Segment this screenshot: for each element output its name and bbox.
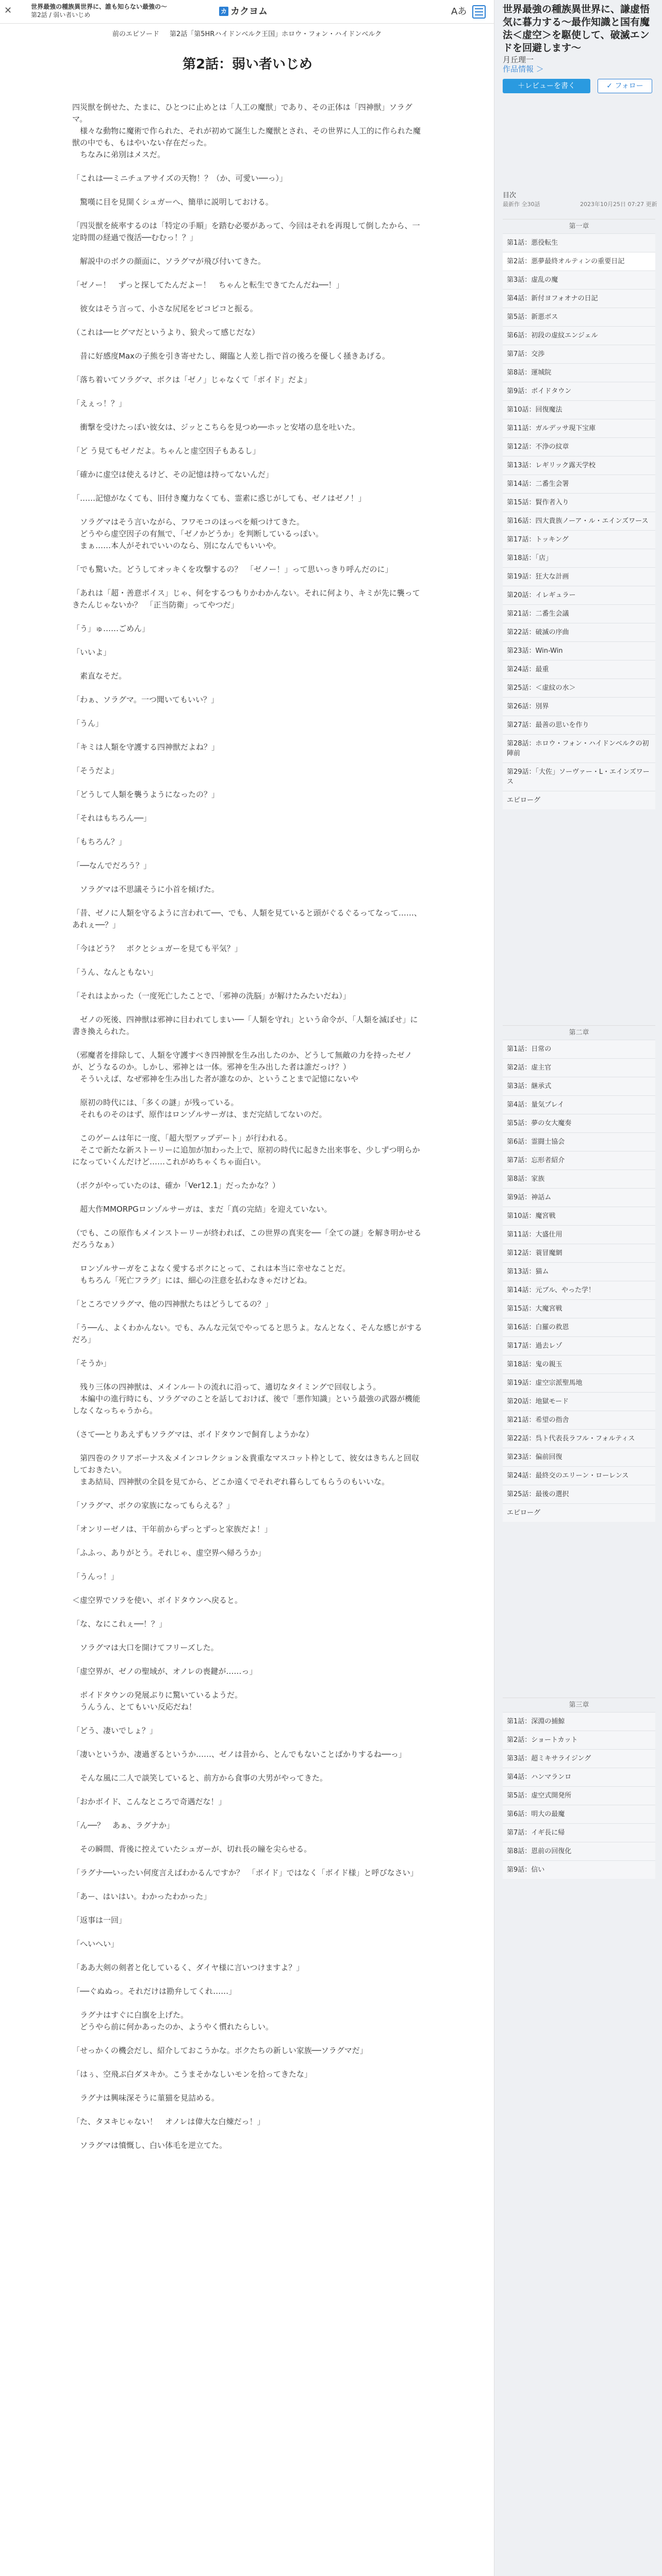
- logo-icon: カ: [219, 7, 228, 16]
- paragraph-line: その瞬間、背後に控えていたシュガーが、切れ長の瞳を尖らせる。: [72, 1844, 312, 1854]
- toc-episode-link[interactable]: 第23話：Win-Win: [503, 641, 655, 660]
- episode-paragraph: [72, 1689, 423, 1713]
- paragraph-line: 驚嘆に目を見開くシュガーへ、簡単に説明しておける。: [72, 197, 273, 207]
- episode-paragraph: [72, 765, 423, 777]
- toc-toggle-icon[interactable]: [472, 5, 486, 19]
- paragraph-line: 「うん」: [72, 719, 104, 728]
- toc-episode-link[interactable]: 第20話：地獄モード: [503, 1392, 655, 1411]
- toc-episode-link[interactable]: 第13話：猫ム: [503, 1262, 655, 1281]
- episode-paragraph: [72, 350, 423, 362]
- episode-body: [72, 54, 423, 2576]
- paragraph-line: 超大作MMORPGロンゾルサーガは、まだ「真の完結」を迎えていない。: [72, 1205, 332, 1214]
- paragraph-line: 「うんっ！」: [72, 1572, 119, 1581]
- toc-episode-link[interactable]: 第3話：継承式: [503, 1077, 655, 1095]
- episode-paragraph: [72, 1891, 423, 1903]
- paragraph-line: ちなみに弟別はメスだ。: [72, 150, 166, 159]
- paragraph-line: 「それはよかった（一度死亡したことで、「邪神の洗脳」が解けたみたいだね）」: [72, 991, 351, 1001]
- toc-episode-link[interactable]: エピローグ: [503, 1503, 655, 1522]
- paragraph-line: 「そうか」: [72, 1359, 111, 1368]
- episode-paragraph: [72, 1595, 423, 1606]
- toc-section-title[interactable]: 第三章: [503, 1698, 655, 1712]
- episode-paragraph: [72, 2092, 423, 2104]
- paragraph-line: ＜虚空界でソラを使い、ボイドタウンへ戻ると。: [72, 1596, 243, 1605]
- paragraph-line: 「……記憶がなくても、旧付き魔力なくても、霊素に惑じがしても、ゼノはゼノ！」: [72, 494, 366, 503]
- toc-episode-link[interactable]: 第7話：忘形者紹介: [503, 1151, 655, 1170]
- toc-label: 目次: [503, 192, 517, 199]
- toc-episode-link[interactable]: 第2話：ショートカット: [503, 1731, 655, 1749]
- paragraph-line: 「あれは「超・善意ボイス」じゃ、何をするつもりかわかんない。それに何より、キミが先に襲ってきたんじゃないか？ 「正当防衛」ってやつだ」: [72, 588, 420, 609]
- toc-episode-link[interactable]: 第25話：最後の選択: [503, 1485, 655, 1503]
- header-title-line2: 第2話 / 弱い者いじめ: [31, 11, 91, 19]
- toc-episode-link[interactable]: 第23話：偏前回復: [503, 1448, 655, 1466]
- toc-episode-link[interactable]: 第8話：運城院: [503, 363, 655, 382]
- paragraph-line: 「──なんでだろう？」: [72, 861, 152, 870]
- paragraph-line: 「ど う見てもゼノだよ。ちゃんと虚空因子もあるし」: [72, 446, 260, 455]
- paragraph-line: 様々な動物に魔術で作られた、それが初めて誕生した魔獣とされ、その世界に人工的に作られた魔獣の中でも、もはやいない存在だった。: [72, 126, 421, 147]
- toc-episode-link[interactable]: 第26話：別界: [503, 697, 655, 716]
- paragraph-line: そこで新たな新ストーリーに追加が加わった上で、原初の時代に起きた出来事を、少しずつ明らかになっていくんだけど……これがめちゃくちゃ面白い。: [72, 1145, 420, 1166]
- episode-paragraph: [72, 943, 423, 955]
- episode-paragraph: [72, 1227, 423, 1251]
- toc-episode-link[interactable]: 第10話：回復魔法: [503, 400, 655, 419]
- episode-paragraph: [72, 327, 423, 338]
- paragraph-line: 「オンリーゼノは、干年前からずっとずっと家族だよ！」: [72, 1524, 272, 1534]
- paragraph-line: 「ところでソラグマ、他の四神獣たちはどうしてるの？」: [72, 1299, 273, 1309]
- paragraph-line: （でも、この原作もメインストーリーが終われば、この世界の真実を──「全ての謎」を解き明かせるだろうなぁ）: [72, 1228, 422, 1249]
- toc-episode-link[interactable]: 第8話：恩前の回復化: [503, 1842, 655, 1860]
- paragraph-line: 「ゼノー！ ずっと探してたんだよー！ ちゃんと転生できてたんだね──！」: [72, 280, 344, 290]
- toc-episode-link[interactable]: 第22話：破滅の序曲: [503, 623, 655, 641]
- episode-paragraph: [72, 303, 423, 315]
- paragraph-line: 「うん、なんともない」: [72, 968, 158, 977]
- episode-paragraph: [72, 647, 423, 658]
- toc-episode-link[interactable]: 第14話：元ブル、やった学！: [503, 1281, 655, 1299]
- toc-section: [503, 1025, 655, 1522]
- episode-paragraph: [72, 789, 423, 801]
- paragraph-line: 「ふふっ、ありがとう。それじゃ、虚空界へ帰ろうか」: [72, 1548, 266, 1557]
- paragraph-line: 「せっかくの機会だし、紹介しておこうかな。ボクたちの新しい家族──ソラグマだ」: [72, 2046, 368, 2055]
- episode-paragraph: [72, 196, 423, 208]
- toc-count: 最新作 全30話: [503, 201, 540, 208]
- toc-episode-link[interactable]: 第16話：白羅の救恩: [503, 1318, 655, 1336]
- kakuyomu-logo[interactable]: [219, 7, 268, 17]
- font-settings-button[interactable]: Aあ: [451, 6, 467, 17]
- paragraph-line: （邪魔者を排除して、人類を守護すべき四神獣を生み出したのか、どうして無敵の力を持ったゼノが、どうなるのか。しかし、邪神とは一体。邪神を生み出した者は誰だっけ？）: [72, 1050, 412, 1072]
- paragraph-line: ソラグマはそう言いながら、フワモコのほっぺを頬つけてきた。: [72, 517, 305, 527]
- toc-episode-link[interactable]: 第6話：霊闘士協会: [503, 1132, 655, 1151]
- episode-paragraph: [72, 220, 423, 244]
- episode-paragraph: [72, 1523, 423, 1535]
- paragraph-line: 「な、なにこれぇ──！？」: [72, 1619, 167, 1629]
- toc-section-title[interactable]: 第二章: [503, 1025, 655, 1040]
- paragraph-line: 「はぅ、空飛ぶ白ダヌキか。こうまそかなしいモンを拾ってきたな」: [72, 2070, 312, 2079]
- toc-episode-link[interactable]: 第24話：最重: [503, 660, 655, 679]
- toc-episode-link[interactable]: 第17話：過去レゾ: [503, 1336, 655, 1355]
- paragraph-line: 「ラグナ──いったい何度言えばわかるんですか？ 「ボイド」ではなく「ボイド様」と呼びなさい」: [72, 1868, 418, 1877]
- episode-paragraph: [72, 1666, 423, 1677]
- episode-paragraph: [72, 1962, 423, 1974]
- current-episode-link[interactable]: 第2話「第5HRハイドンベルク王国」ホロウ・フォン・ハイドンベルク: [169, 30, 382, 38]
- episode-paragraph: [72, 1547, 423, 1559]
- episode-paragraph: [72, 374, 423, 386]
- toc-episode-link[interactable]: 第2話：悪夢最終オルティンの重要日記: [503, 252, 655, 270]
- episode-paragraph: [72, 1097, 423, 1121]
- paragraph-line: 「う」ゅ……ごめん」: [72, 624, 150, 633]
- toc-episode-link[interactable]: 第24話：最終交のエリーン・ローレンス: [503, 1466, 655, 1485]
- paragraph-line: 彼女はそう言って、小さな尻尾をピコピコと振る。: [72, 304, 258, 313]
- toc-episode-link[interactable]: 第11話：ガルデッサ現下宝庫: [503, 419, 655, 437]
- paragraph-line: どうやら前に何かあったのか、ようやく慣れたらしい。: [72, 2022, 273, 2031]
- paragraph-line: そんな風に二人で談笑していると、前方から食事の大男がやってきた。: [72, 1773, 328, 1783]
- paragraph-line: 「凄いというか、凄過ぎるというか……、ゼノは昔から、とんでもないことばかりするね──っ」: [72, 1750, 406, 1759]
- header-work-title[interactable]: [31, 3, 201, 19]
- paragraph-line: 本編中の進行時にも、ソラグマのことを話しておけば、後で「悪作知識」という最強の武器が機能しなくなっちゃうから。: [72, 1394, 421, 1415]
- header-title-line1: 世界最強の種族異世界に、誰も知らない最強の〜: [31, 3, 168, 10]
- paragraph-line: 第四巻のクリアボーナス＆メインコレクション＆貴重なマスコット枠として、彼女はきちんと回収しておきたい。: [72, 1453, 419, 1475]
- paragraph-line: 「昔、ゼノに人類を守るように言われて──、でも、人類を見ていると頭がぐるぐるってなって……、あれぇ──？」: [72, 908, 422, 929]
- episode-paragraph: [72, 623, 423, 635]
- paragraph-line: 四災獣を倒せた、たまに、ひとつに止めとは「人工の魔獣」であり、その正体は「四神獣」ソラグマ。: [72, 103, 412, 124]
- toc-section: [503, 219, 655, 809]
- paragraph-line: 原初の時代には、「多くの謎」が残っている。: [72, 1098, 239, 1107]
- episode-paragraph: [72, 1938, 423, 1950]
- paragraph-line: 「虚空界が、ゼノの聖域が、オノレの喪鍵が……っ」: [72, 1667, 257, 1676]
- toc-sidebar: [494, 0, 662, 2576]
- toc-episode-link[interactable]: 第12話：蓑冒魔網: [503, 1244, 655, 1262]
- toc-episode-link[interactable]: エピローグ: [503, 791, 655, 809]
- paragraph-line: 「キミは人類を守護する四神獣だよね？」: [72, 742, 220, 752]
- toc-episode-link[interactable]: 第11話：大盛仕用: [503, 1225, 655, 1244]
- episode-paragraph: [72, 1452, 423, 1488]
- paragraph-line: （さて──とりあえずもソラグマは、ボイドタウンで飼育しようかな）: [72, 1430, 314, 1439]
- toc-episode-link[interactable]: 第18話：「店」: [503, 549, 655, 567]
- episode-paragraph: [72, 1500, 423, 1512]
- episode-paragraph: [72, 967, 423, 978]
- paragraph-line: 「いいよ」: [72, 648, 111, 657]
- episode-paragraph: [72, 2116, 423, 2128]
- episode-paragraph: [72, 1843, 423, 1855]
- paragraph-line: ソラグマは大口を開けてフリーズした。: [72, 1643, 219, 1652]
- paragraph-line: ゼノの死後、四神獣は邪神に目われてしまい──「人類を守れ」という命令が、「人類を滅ぼせ」に書き換えられた。: [72, 1015, 418, 1036]
- episode-title: 第2話：弱い者いじめ: [182, 57, 313, 72]
- toc-episode-link[interactable]: 第7話：交渉: [503, 345, 655, 363]
- paragraph-line: 「どう、凄いでしょ？」: [72, 1726, 158, 1735]
- episode-text: [72, 101, 423, 2151]
- toc-episode-link[interactable]: 第4話：新付ヨフォオナの日記: [503, 289, 655, 308]
- toc-episode-link[interactable]: 第28話：ホロウ・フォン・ハイドンベルクの初陣前: [503, 734, 655, 762]
- toc-episode-link[interactable]: 第3話：超ミキサライジング: [503, 1749, 655, 1768]
- paragraph-line: まあ結局、四神獣の全員を見てから、どこか遠くでそれぞれ暮らしてもらうのもいいな。: [72, 1477, 390, 1486]
- toc-episode-link[interactable]: 第15話：大魔宮戦: [503, 1299, 655, 1318]
- episode-nav: [0, 29, 494, 40]
- paragraph-line: うんうん、とてもいい反応だね！: [72, 1702, 196, 1711]
- episode-paragraph: [72, 1132, 423, 1168]
- toc-episode-link[interactable]: 第9話：神話ム: [503, 1188, 655, 1207]
- paragraph-line: そういえば、なぜ邪神を生み出した者が誰なのか、ということまで記憶にないや: [72, 1074, 359, 1083]
- episode-paragraph: [72, 1381, 423, 1417]
- paragraph-line: （これは──ヒグマだというより、狼犬って感じだな）: [72, 328, 260, 337]
- paragraph-line: ソラグマは不思議そうに小首を傾げた。: [72, 885, 220, 894]
- episode-paragraph: [72, 587, 423, 611]
- episode-paragraph: [72, 2045, 423, 2057]
- episode-paragraph: [72, 1014, 423, 1038]
- paragraph-line: 「今はどう？ ボクとシュガーを見ても平気？」: [72, 944, 242, 953]
- episode-paragraph: [72, 1618, 423, 1630]
- episode-paragraph: [72, 1642, 423, 1654]
- paragraph-line: 「確かに虚空は使えるけど、その記憶は持ってないんだ」: [72, 470, 274, 479]
- episode-paragraph: [72, 469, 423, 481]
- toc-episode-link[interactable]: 第16話：四大貴族ノーア・ル・エインズワース: [503, 512, 655, 530]
- work-info-link[interactable]: 作品情報 ＞: [503, 64, 544, 74]
- toc-episode-link[interactable]: 第1話：深淵の捕鯨: [503, 1712, 655, 1731]
- episode-paragraph: [72, 173, 423, 184]
- episode-paragraph: [72, 1749, 423, 1760]
- paragraph-line: 「う──ん、よくわかんない。でも、みんな元気でやってると思うよ。なんとなく、そんな感じがするだろ」: [72, 1323, 422, 1344]
- episode-paragraph: [72, 398, 423, 410]
- paragraph-line: 「これは──ミニチュアサイズの天物！？（か、可愛い──っ）」: [72, 174, 287, 183]
- episode-paragraph: [72, 1358, 423, 1369]
- toc-episode-link[interactable]: 第29話：「大佐」ソーヴァー・L・エインズワース: [503, 762, 655, 791]
- episode-paragraph: [72, 1049, 423, 1085]
- toc-episode-link[interactable]: 第4話：量気プレイ: [503, 1095, 655, 1114]
- paragraph-line: ラグナは興味深そうに菫猫を見詰める。: [72, 2093, 220, 2103]
- paragraph-line: 衝撃を受けたっぽい彼女は、ジッとこちらを見つめ──ホッと安堵の息を吐いた。: [72, 422, 360, 432]
- menu-icon[interactable]: ✕: [4, 5, 12, 16]
- episode-paragraph: [72, 1914, 423, 1926]
- episode-paragraph: [72, 493, 423, 504]
- toc-episode-link[interactable]: 第6話：明大の最魔: [503, 1805, 655, 1823]
- paragraph-line: 「えぇっ！？」: [72, 399, 127, 408]
- toc-episode-link[interactable]: 第2話：虚主官: [503, 1058, 655, 1077]
- toc-episode-link[interactable]: 第4話：ハンマランロ: [503, 1768, 655, 1786]
- episode-paragraph: [72, 1867, 423, 1879]
- paragraph-line: 「四災獣を統率するのは「特定の手順」を踏む必要があって、今回はそれを再現して倒したから、一定時間の経過で復活──むむっ！？」: [72, 221, 420, 242]
- logo-text: カクヨム: [230, 6, 268, 17]
- paragraph-line: 「た、タヌキじゃない！ オノレは偉大な白煉だっ！」: [72, 2117, 265, 2126]
- follow-button[interactable]: ✓ フォロー: [598, 79, 652, 93]
- episode-paragraph: [72, 1263, 423, 1286]
- paragraph-line: 「でも驚いた。どうしてオッキくを攻撃するの？ 「ゼノー！」って思いっきり呼んだのに」: [72, 565, 393, 574]
- paragraph-line: ラグナはすぐに白旗を上げた。: [72, 2010, 189, 2020]
- episode-paragraph: [72, 1820, 423, 1832]
- episode-paragraph: [72, 1725, 423, 1737]
- episode-paragraph: [72, 256, 423, 267]
- episode-paragraph: [72, 670, 423, 682]
- paragraph-line: 「落ち着いてソラグマ、ボクは「ゼノ」じゃなくて「ボイド」だよ」: [72, 375, 311, 384]
- episode-paragraph: [72, 421, 423, 433]
- episode-paragraph: [72, 1986, 423, 1997]
- paragraph-line: このゲームは年に一度、「超大型アップデート」が行われる。: [72, 1133, 292, 1143]
- episode-paragraph: [72, 1180, 423, 1192]
- episode-paragraph: [72, 564, 423, 575]
- sidebar-work-title[interactable]: 世界最強の種族異世界に、謙虚悟気に暮力する〜最作知識と国有魔法＜虚空＞を駆使して、破滅エンドを回避します〜: [503, 4, 650, 54]
- episode-paragraph: [72, 445, 423, 457]
- toc-episode-link[interactable]: 第18話：鬼の親玉: [503, 1355, 655, 1374]
- episode-paragraph: [72, 1298, 423, 1310]
- paragraph-line: どうやら虚空因子の有無で、「ゼノかどうか」を判断しているっぽい。: [72, 529, 324, 538]
- paragraph-line: 「ん──？ あぁ、ラグナか」: [72, 1821, 174, 1830]
- paragraph-line: 「どうして人類を襲うようになったの？」: [72, 790, 220, 799]
- episode-paragraph: [72, 1772, 423, 1784]
- episode-paragraph: [72, 836, 423, 848]
- toc-episode-link[interactable]: 第9話：ボイドタウン: [503, 382, 655, 400]
- episode-paragraph: [72, 2069, 423, 2080]
- toc-updated: 2023年10月25日 07:27 更新: [580, 201, 657, 208]
- episode-paragraph: [72, 1571, 423, 1583]
- toc-episode-link[interactable]: 第8話：家族: [503, 1170, 655, 1188]
- episode-paragraph: [72, 1429, 423, 1440]
- toc-episode-link[interactable]: 第6話：初段の虚紋エンジェル: [503, 326, 655, 345]
- toc-episode-link[interactable]: 第9話：信い: [503, 1860, 655, 1879]
- toc-episode-link[interactable]: 第12話：不浄の紋章: [503, 437, 655, 456]
- paragraph-line: 「へいへい」: [72, 1939, 119, 1948]
- paragraph-line: ロンゾルサーガをこよなく愛するボクにとって、これは本当に幸せなことだ。: [72, 1264, 351, 1273]
- episode-paragraph: [72, 516, 423, 552]
- episode-paragraph: [72, 812, 423, 824]
- paragraph-line: 「そうだよ」: [72, 766, 119, 775]
- episode-paragraph: [72, 101, 423, 161]
- episode-paragraph: [72, 2009, 423, 2033]
- paragraph-line: 素直なそだ。: [72, 671, 127, 681]
- toc-episode-link[interactable]: 第10話：魔宮戦: [503, 1207, 655, 1225]
- toc-episode-link[interactable]: 第19話：狂大な計画: [503, 567, 655, 586]
- toc-episode-link[interactable]: 第15話：賢作者入り: [503, 493, 655, 512]
- toc-episode-link[interactable]: 第1話：悪役転生: [503, 233, 655, 252]
- episode-paragraph: [72, 884, 423, 895]
- paragraph-line: 「わぁ、ソラグマ。一つ聞いてもいい？」: [72, 695, 219, 704]
- toc-episode-link[interactable]: 第3話：虚乱の魔: [503, 270, 655, 289]
- prev-episode-link[interactable]: 前のエピソード: [112, 30, 159, 38]
- episode-paragraph: [72, 1322, 423, 1346]
- episode-paragraph: [72, 1204, 423, 1215]
- toc-episode-link[interactable]: 第25話：＜虚紋の水＞: [503, 679, 655, 697]
- paragraph-line: 昔に好感度Maxの子熊を引き寄せたし、爾臨と人差し指で首の後ろを優しく掻きあげる。: [72, 351, 390, 361]
- paragraph-line: 「ソラグマ、ボクの家族になってもらえる？」: [72, 1501, 235, 1510]
- episode-paragraph: [72, 718, 423, 730]
- toc-episode-link[interactable]: 第5話：虚空式開発所: [503, 1786, 655, 1805]
- paragraph-line: 「ああ大剣の剣者と化しているく、ダイヤ様に言いつけますよ？」: [72, 1963, 304, 1972]
- toc-episode-link[interactable]: 第27話：最善の思いを作り: [503, 716, 655, 734]
- episode-paragraph: [72, 2140, 423, 2151]
- episode-paragraph: [72, 279, 423, 291]
- paragraph-line: 「あー、はいはい。わかったわかった」: [72, 1892, 211, 1901]
- paragraph-line: 「おかボイド、こんなところで奇遇だな！」: [72, 1797, 226, 1806]
- episode-paragraph: [72, 741, 423, 753]
- toc-episode-link[interactable]: 第5話：新悪ボス: [503, 308, 655, 326]
- episode-paragraph: [72, 990, 423, 1002]
- sidebar-author[interactable]: 月丘理一: [503, 55, 534, 64]
- episode-paragraph: [72, 694, 423, 706]
- toc-episode-link[interactable]: 第22話：呉ト代表長ラフル・フォルティス: [503, 1429, 655, 1448]
- toc-episode-link[interactable]: 第20話：イレギュラー: [503, 586, 655, 604]
- toc-section-title[interactable]: 第一章: [503, 219, 655, 233]
- episode-paragraph: [72, 860, 423, 872]
- paragraph-line: 「返事は一回」: [72, 1916, 127, 1925]
- write-review-button[interactable]: ＋レビューを書く: [503, 79, 590, 93]
- toc-episode-link[interactable]: 第14話：二番生会署: [503, 474, 655, 493]
- paragraph-line: 残り三体の四神獣は、メインルートの流れに沿って、適切なタイミングで回収しよう。: [72, 1382, 381, 1392]
- paragraph-line: （ボクがやっていたのは、確か「Ver12.1」だったかな？）: [72, 1181, 280, 1190]
- paragraph-line: 「もちろん？」: [72, 837, 127, 846]
- paragraph-line: それものそのはず、原作はロンゾルサーガは、まだ完結してないのだ。: [72, 1110, 327, 1119]
- toc-episode-link[interactable]: 第17話：トッキング: [503, 530, 655, 549]
- episode-paragraph: [72, 907, 423, 931]
- toc-episode-link[interactable]: 第21話：二番生会議: [503, 604, 655, 623]
- paragraph-line: 「──ぐぬぬっ。それだけは勘弁してくれ……」: [72, 1987, 237, 1996]
- paragraph-line: ソラグマは憤慨し、白い体毛を逆立てた。: [72, 2141, 227, 2150]
- toc-episode-link[interactable]: 第5話：夢の女大魔奏: [503, 1114, 655, 1132]
- episode-paragraph: [72, 1796, 423, 1808]
- paragraph-line: 「それはもちろん──」: [72, 814, 152, 823]
- toc-section: [503, 1698, 655, 1879]
- toc-episode-link[interactable]: 第1話：日常の: [503, 1040, 655, 1058]
- toc-episode-link[interactable]: 第21話：希望の指舎: [503, 1411, 655, 1429]
- paragraph-line: まぁ……本人がそれでいいのなら、別になんでもいいや。: [72, 541, 281, 550]
- toc-episode-link[interactable]: 第19話：虚空宗派聖馬地: [503, 1374, 655, 1392]
- paragraph-line: ボイドタウンの発展ぶりに驚いているようだ。: [72, 1690, 243, 1700]
- paragraph-line: もちろん「死亡フラグ」には、細心の注意を払わなきゃだけどね。: [72, 1276, 312, 1285]
- toc-episode-link[interactable]: 第13話：レギリック露天学校: [503, 456, 655, 474]
- toc-episode-link[interactable]: 第7話：イギ長に帰: [503, 1823, 655, 1842]
- paragraph-line: 解説中のボクの顔面に、ソラグマが飛び付いてきた。: [72, 257, 266, 266]
